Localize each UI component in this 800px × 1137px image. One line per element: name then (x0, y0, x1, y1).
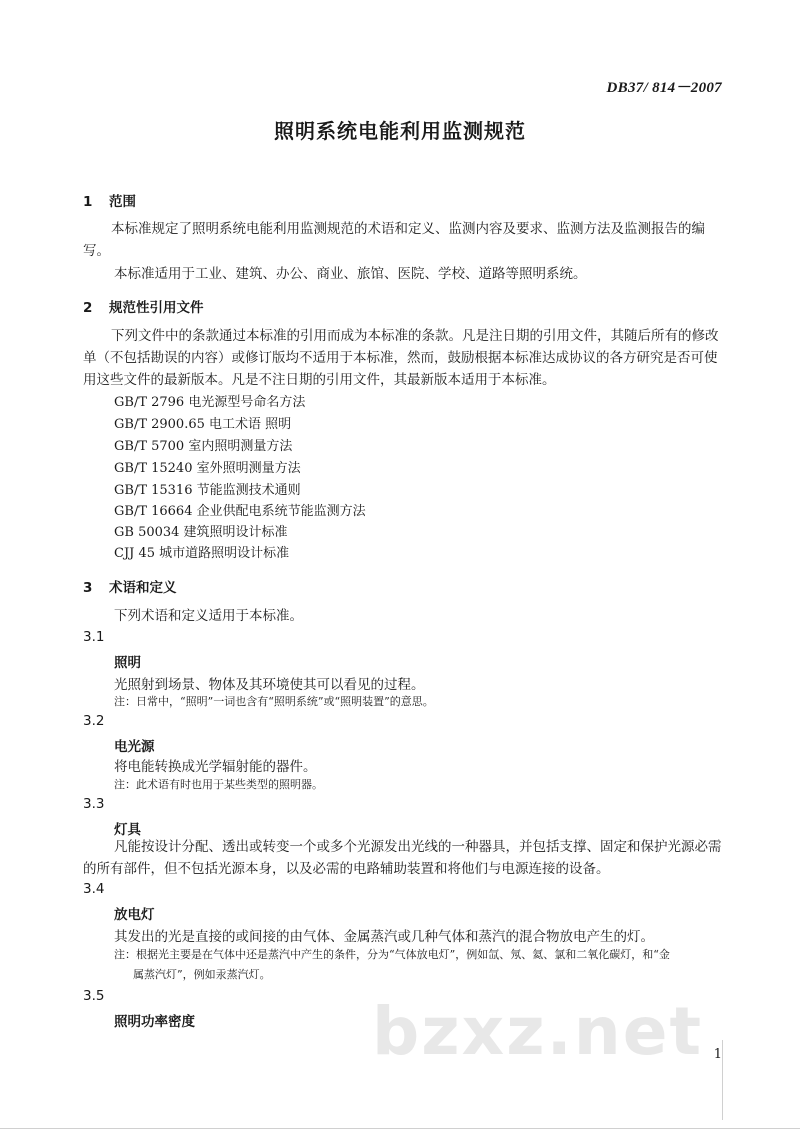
term-definition: 其发出的光是直接的或间接的由气体、金属蒸汽或几种气体和蒸汽的混合物放电产生的灯。 (114, 929, 654, 945)
clause-number: 3.4 (83, 881, 105, 897)
term-note: 注：根据光主要是在气体中还是蒸汽中产生的条件，分为“气体放电灯”，例如氙、氖、氦、氯和二氧化碳灯，和“金 (114, 948, 670, 961)
page-bottom-rule (0, 1128, 800, 1129)
reference-item: GB/T 16664 企业供配电系统节能监测方法 (114, 504, 366, 519)
term-definition: 将电能转换成光学辐射能的器件。 (114, 759, 317, 775)
term-name: 照明功率密度 (114, 1014, 195, 1030)
term-name: 放电灯 (114, 907, 155, 923)
reference-item: GB 50034 建筑照明设计标准 (114, 525, 288, 540)
term-name: 电光源 (114, 739, 155, 755)
page-number: 1 (713, 1047, 722, 1062)
section-3-intro: 下列术语和定义适用于本标准。 (114, 608, 303, 624)
section-1-paragraph-2: 本标准适用于工业、建筑、办公、商业、旅馆、医院、学校、道路等照明系统。 (114, 266, 587, 282)
term-definition: 光照射到场景、物体及其环境使其可以看见的过程。 (114, 677, 425, 693)
section-title: 规范性引用文件 (109, 300, 204, 316)
term-note: 注：此术语有时也用于某些类型的照明器。 (114, 778, 323, 791)
standard-number: DB37/ 814－2007 (606, 80, 722, 96)
reference-item: CJJ 45 城市道路照明设计标准 (114, 546, 290, 561)
section-number: 3 (83, 580, 93, 596)
section-2-heading (83, 296, 204, 316)
paragraph-text: 下列文件中的条款通过本标准的引用而成为本标准的条款。凡是注日期的引用文件，其随后所有的修改单（不包括勘误的内容）或修订版均不适用于本标准，然而，鼓励根据本标准达成协议的各方研究是否可使用这些文件的最新版本。凡是不注日期的引用文件，其最新版本适用于本标准。 (83, 328, 719, 388)
section-number: 1 (83, 194, 93, 210)
reference-item: GB/T 15240 室外照明测量方法 (114, 461, 301, 476)
clause-number: 3.5 (83, 988, 105, 1004)
section-1-paragraph-1 (83, 218, 723, 262)
section-1-heading (83, 190, 136, 210)
section-number: 2 (83, 300, 93, 316)
section-title: 范围 (109, 194, 136, 210)
term-name: 灯具 (114, 822, 141, 838)
page-edge-divider (722, 1040, 723, 1120)
term-name: 照明 (114, 655, 141, 671)
reference-item: GB/T 15316 节能监测技术通则 (114, 483, 301, 498)
section-2-paragraph (83, 325, 723, 391)
clause-number: 3.1 (83, 629, 105, 645)
reference-item: GB/T 5700 室内照明测量方法 (114, 439, 293, 454)
clause-number: 3.2 (83, 713, 105, 729)
term-note: 注：日常中，“照明”一词也含有“照明系统”或“照明装置”的意思。 (114, 695, 434, 708)
paragraph-text: 本标准规定了照明系统电能利用监测规范的术语和定义、监测内容及要求、监测方法及监测报告的编写。 (83, 221, 705, 259)
reference-item: GB/T 2900.65 电工术语 照明 (114, 417, 292, 432)
clause-number: 3.3 (83, 796, 105, 812)
term-note-continuation: 属蒸汽灯”，例如汞蒸汽灯。 (133, 968, 271, 981)
watermark: bzxz.net (372, 993, 704, 1070)
document-title: 照明系统电能利用监测规范 (274, 119, 526, 143)
section-3-heading (83, 576, 177, 596)
section-title: 术语和定义 (109, 580, 177, 596)
reference-item: GB/T 2796 电光源型号命名方法 (114, 395, 306, 410)
term-definition: 凡能按设计分配、透出或转变一个或多个光源发出光线的一种器具，并包括支撑、固定和保护光源必需的所有部件，但不包括光源本身，以及必需的电路辅助装置和将他们与电源连接的设备。 (83, 839, 722, 877)
